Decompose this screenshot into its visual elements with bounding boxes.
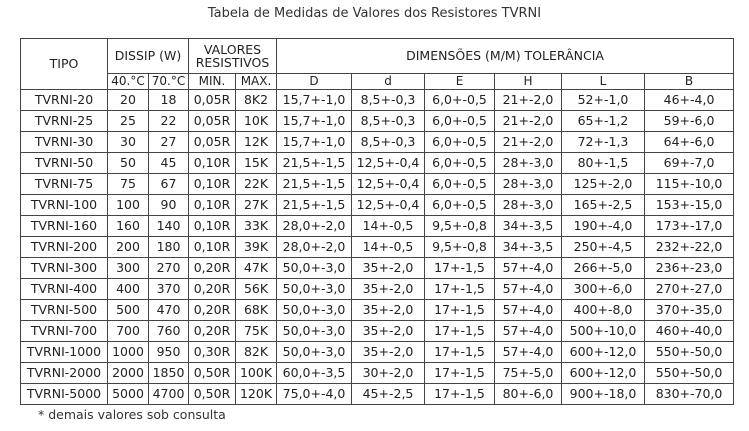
cell-H: 28+-3,0 <box>495 174 562 195</box>
cell-max: 8K2 <box>236 90 277 111</box>
cell-dissip-40c: 500 <box>108 300 149 321</box>
cell-E: 17+-1,5 <box>425 342 495 363</box>
header-dim-E: E <box>425 74 495 90</box>
cell-H: 57+-4,0 <box>495 321 562 342</box>
table-row <box>21 363 734 384</box>
cell-min: 0,05R <box>189 132 236 153</box>
header-dim-B: B <box>645 74 734 90</box>
cell-d: 12,5+-0,4 <box>352 174 425 195</box>
table-row <box>21 174 734 195</box>
cell-B: 64+-6,0 <box>645 132 734 153</box>
cell-B: 236+-23,0 <box>645 258 734 279</box>
cell-max: 22K <box>236 174 277 195</box>
cell-E: 17+-1,5 <box>425 300 495 321</box>
cell-tipo: TVRNI-30 <box>21 132 108 153</box>
header-valores-resistivos: VALORES RESISTIVOS <box>189 39 277 74</box>
cell-dissip-40c: 50 <box>108 153 149 174</box>
cell-dissip-70c: 270 <box>149 258 189 279</box>
cell-L: 65+-1,2 <box>562 111 645 132</box>
cell-L: 266+-5,0 <box>562 258 645 279</box>
cell-dissip-40c: 200 <box>108 237 149 258</box>
cell-dissip-70c: 18 <box>149 90 189 111</box>
cell-d: 35+-2,0 <box>352 279 425 300</box>
cell-max: 27K <box>236 195 277 216</box>
header-dim-d: d <box>352 74 425 90</box>
cell-H: 28+-3,0 <box>495 195 562 216</box>
cell-d: 8,5+-0,3 <box>352 132 425 153</box>
cell-tipo: TVRNI-700 <box>21 321 108 342</box>
table-row <box>21 237 734 258</box>
cell-max: 68K <box>236 300 277 321</box>
cell-E: 6,0+-0,5 <box>425 153 495 174</box>
header-dim-L: L <box>562 74 645 90</box>
cell-d: 12,5+-0,4 <box>352 195 425 216</box>
cell-L: 52+-1,0 <box>562 90 645 111</box>
cell-E: 17+-1,5 <box>425 384 495 405</box>
cell-dissip-70c: 45 <box>149 153 189 174</box>
cell-L: 400+-8,0 <box>562 300 645 321</box>
cell-dissip-40c: 20 <box>108 90 149 111</box>
cell-L: 190+-4,0 <box>562 216 645 237</box>
cell-min: 0,10R <box>189 174 236 195</box>
cell-dissip-70c: 1850 <box>149 363 189 384</box>
cell-D: 21,5+-1,5 <box>277 174 352 195</box>
cell-L: 125+-2,0 <box>562 174 645 195</box>
cell-B: 550+-50,0 <box>645 342 734 363</box>
cell-L: 72+-1,3 <box>562 132 645 153</box>
cell-min: 0,20R <box>189 258 236 279</box>
cell-min: 0,10R <box>189 153 236 174</box>
header-dim-H: H <box>495 74 562 90</box>
cell-B: 115+-10,0 <box>645 174 734 195</box>
cell-D: 50,0+-3,0 <box>277 342 352 363</box>
cell-max: 100K <box>236 363 277 384</box>
cell-d: 8,5+-0,3 <box>352 111 425 132</box>
table-row <box>21 90 734 111</box>
header-dim-D: D <box>277 74 352 90</box>
cell-D: 21,5+-1,5 <box>277 195 352 216</box>
cell-B: 46+-4,0 <box>645 90 734 111</box>
cell-E: 6,0+-0,5 <box>425 111 495 132</box>
table-row <box>21 195 734 216</box>
cell-min: 0,10R <box>189 216 236 237</box>
cell-d: 14+-0,5 <box>352 216 425 237</box>
cell-tipo: TVRNI-5000 <box>21 384 108 405</box>
cell-max: 39K <box>236 237 277 258</box>
cell-D: 21,5+-1,5 <box>277 153 352 174</box>
cell-dissip-40c: 160 <box>108 216 149 237</box>
cell-d: 8,5+-0,3 <box>352 90 425 111</box>
cell-H: 75+-5,0 <box>495 363 562 384</box>
cell-dissip-40c: 400 <box>108 279 149 300</box>
cell-min: 0,10R <box>189 195 236 216</box>
resistor-dimensions-table <box>20 38 734 405</box>
cell-tipo: TVRNI-100 <box>21 195 108 216</box>
cell-dissip-40c: 1000 <box>108 342 149 363</box>
cell-D: 50,0+-3,0 <box>277 321 352 342</box>
table-row <box>21 216 734 237</box>
header-min: MIN. <box>189 74 236 90</box>
cell-B: 69+-7,0 <box>645 153 734 174</box>
table-row <box>21 132 734 153</box>
table-row <box>21 300 734 321</box>
cell-max: 56K <box>236 279 277 300</box>
cell-dissip-40c: 2000 <box>108 363 149 384</box>
cell-tipo: TVRNI-25 <box>21 111 108 132</box>
cell-L: 500+-10,0 <box>562 321 645 342</box>
cell-H: 21+-2,0 <box>495 132 562 153</box>
cell-min: 0,30R <box>189 342 236 363</box>
cell-E: 9,5+-0,8 <box>425 216 495 237</box>
cell-D: 50,0+-3,0 <box>277 300 352 321</box>
cell-L: 300+-6,0 <box>562 279 645 300</box>
cell-dissip-40c: 100 <box>108 195 149 216</box>
cell-min: 0,10R <box>189 237 236 258</box>
cell-D: 28,0+-2,0 <box>277 216 352 237</box>
cell-tipo: TVRNI-300 <box>21 258 108 279</box>
cell-dissip-70c: 22 <box>149 111 189 132</box>
cell-E: 6,0+-0,5 <box>425 90 495 111</box>
cell-dissip-70c: 90 <box>149 195 189 216</box>
cell-min: 0,05R <box>189 111 236 132</box>
cell-L: 600+-12,0 <box>562 363 645 384</box>
cell-D: 50,0+-3,0 <box>277 258 352 279</box>
cell-H: 57+-4,0 <box>495 342 562 363</box>
cell-min: 0,20R <box>189 321 236 342</box>
cell-H: 57+-4,0 <box>495 300 562 321</box>
table-caption: Tabela de Medidas de Valores dos Resistores TVRNI <box>207 6 542 21</box>
cell-D: 15,7+-1,0 <box>277 132 352 153</box>
cell-dissip-70c: 4700 <box>149 384 189 405</box>
cell-d: 35+-2,0 <box>352 321 425 342</box>
cell-tipo: TVRNI-75 <box>21 174 108 195</box>
cell-d: 35+-2,0 <box>352 258 425 279</box>
cell-E: 6,0+-0,5 <box>425 132 495 153</box>
cell-E: 17+-1,5 <box>425 258 495 279</box>
cell-D: 60,0+-3,5 <box>277 363 352 384</box>
cell-max: 12K <box>236 132 277 153</box>
cell-B: 460+-40,0 <box>645 321 734 342</box>
cell-dissip-40c: 75 <box>108 174 149 195</box>
cell-min: 0,50R <box>189 384 236 405</box>
cell-max: 15K <box>236 153 277 174</box>
cell-max: 120K <box>236 384 277 405</box>
cell-d: 12,5+-0,4 <box>352 153 425 174</box>
cell-B: 370+-35,0 <box>645 300 734 321</box>
cell-min: 0,05R <box>189 90 236 111</box>
cell-d: 14+-0,5 <box>352 237 425 258</box>
cell-D: 75,0+-4,0 <box>277 384 352 405</box>
cell-D: 15,7+-1,0 <box>277 111 352 132</box>
cell-dissip-40c: 25 <box>108 111 149 132</box>
cell-L: 900+-18,0 <box>562 384 645 405</box>
cell-dissip-70c: 180 <box>149 237 189 258</box>
cell-dissip-40c: 700 <box>108 321 149 342</box>
cell-B: 830+-70,0 <box>645 384 734 405</box>
table-row <box>21 279 734 300</box>
header-tipo: TIPO <box>21 39 108 90</box>
cell-tipo: TVRNI-2000 <box>21 363 108 384</box>
table-row <box>21 384 734 405</box>
cell-dissip-70c: 950 <box>149 342 189 363</box>
cell-B: 550+-50,0 <box>645 363 734 384</box>
cell-dissip-40c: 300 <box>108 258 149 279</box>
cell-H: 57+-4,0 <box>495 279 562 300</box>
cell-D: 50,0+-3,0 <box>277 279 352 300</box>
cell-dissip-40c: 30 <box>108 132 149 153</box>
table-row <box>21 111 734 132</box>
cell-E: 9,5+-0,8 <box>425 237 495 258</box>
cell-tipo: TVRNI-500 <box>21 300 108 321</box>
cell-tipo: TVRNI-200 <box>21 237 108 258</box>
cell-d: 35+-2,0 <box>352 342 425 363</box>
table-row <box>21 321 734 342</box>
cell-H: 28+-3,0 <box>495 153 562 174</box>
cell-max: 75K <box>236 321 277 342</box>
cell-max: 82K <box>236 342 277 363</box>
cell-d: 30+-2,0 <box>352 363 425 384</box>
cell-dissip-70c: 370 <box>149 279 189 300</box>
cell-max: 10K <box>236 111 277 132</box>
cell-L: 600+-12,0 <box>562 342 645 363</box>
cell-min: 0,20R <box>189 300 236 321</box>
cell-tipo: TVRNI-20 <box>21 90 108 111</box>
cell-E: 6,0+-0,5 <box>425 195 495 216</box>
cell-H: 21+-2,0 <box>495 111 562 132</box>
cell-max: 47K <box>236 258 277 279</box>
header-dissip: DISSIP (W) <box>108 39 189 74</box>
cell-min: 0,20R <box>189 279 236 300</box>
cell-min: 0,50R <box>189 363 236 384</box>
cell-B: 173+-17,0 <box>645 216 734 237</box>
cell-dissip-40c: 5000 <box>108 384 149 405</box>
cell-L: 165+-2,5 <box>562 195 645 216</box>
cell-tipo: TVRNI-50 <box>21 153 108 174</box>
cell-E: 17+-1,5 <box>425 363 495 384</box>
cell-H: 34+-3,5 <box>495 237 562 258</box>
cell-dissip-70c: 760 <box>149 321 189 342</box>
cell-tipo: TVRNI-160 <box>21 216 108 237</box>
cell-tipo: TVRNI-1000 <box>21 342 108 363</box>
cell-B: 232+-22,0 <box>645 237 734 258</box>
cell-H: 80+-6,0 <box>495 384 562 405</box>
header-max: MAX. <box>236 74 277 90</box>
table-row <box>21 342 734 363</box>
cell-L: 80+-1,5 <box>562 153 645 174</box>
cell-E: 17+-1,5 <box>425 321 495 342</box>
cell-E: 6,0+-0,5 <box>425 174 495 195</box>
footnote: * demais valores sob consulta <box>38 407 226 422</box>
cell-dissip-70c: 470 <box>149 300 189 321</box>
cell-B: 153+-15,0 <box>645 195 734 216</box>
header-dimensoes: DIMENSÕES (M/M) TOLERÂNCIA <box>277 39 734 74</box>
header-70c: 70.°C <box>149 74 189 90</box>
cell-d: 35+-2,0 <box>352 300 425 321</box>
cell-H: 34+-3,5 <box>495 216 562 237</box>
cell-tipo: TVRNI-400 <box>21 279 108 300</box>
cell-B: 270+-27,0 <box>645 279 734 300</box>
table-row <box>21 153 734 174</box>
table-row <box>21 258 734 279</box>
cell-B: 59+-6,0 <box>645 111 734 132</box>
cell-H: 21+-2,0 <box>495 90 562 111</box>
cell-D: 28,0+-2,0 <box>277 237 352 258</box>
cell-d: 45+-2,5 <box>352 384 425 405</box>
cell-H: 57+-4,0 <box>495 258 562 279</box>
cell-D: 15,7+-1,0 <box>277 90 352 111</box>
cell-dissip-70c: 67 <box>149 174 189 195</box>
cell-E: 17+-1,5 <box>425 279 495 300</box>
header-40c: 40.°C <box>108 74 149 90</box>
cell-max: 33K <box>236 216 277 237</box>
cell-dissip-70c: 27 <box>149 132 189 153</box>
cell-L: 250+-4,5 <box>562 237 645 258</box>
cell-dissip-70c: 140 <box>149 216 189 237</box>
